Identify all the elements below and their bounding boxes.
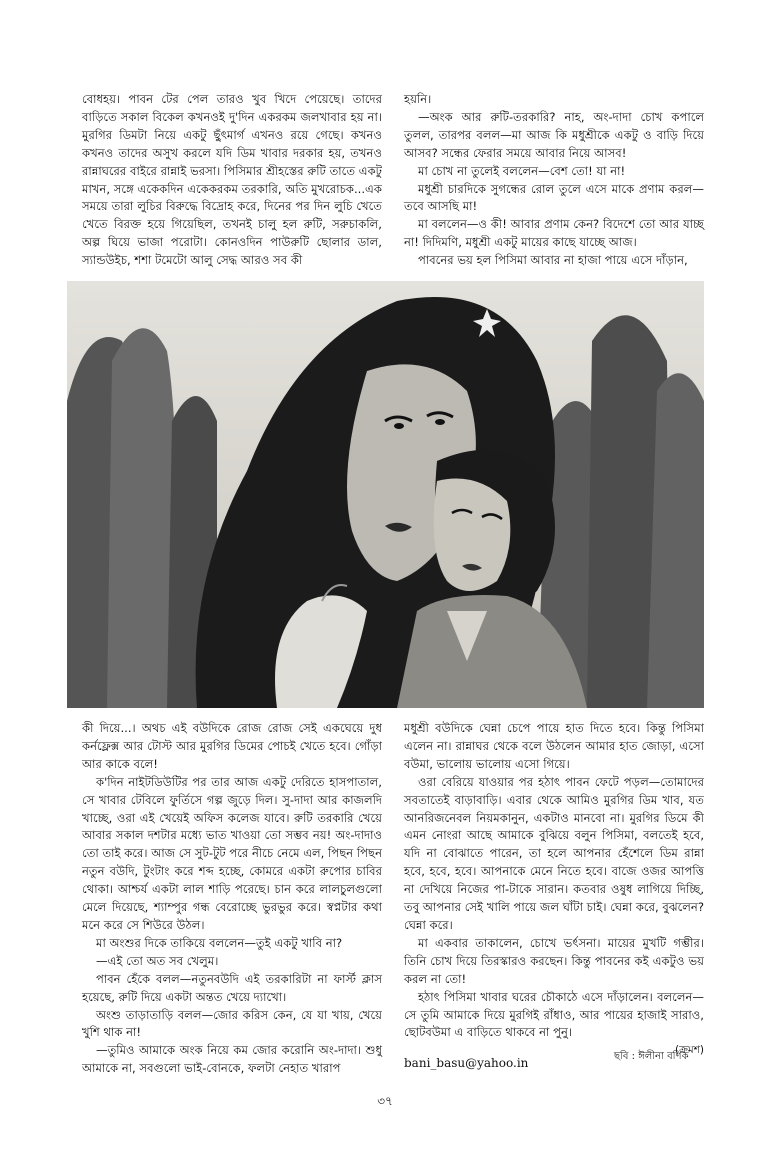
- continued-note: (ক্রমশ): [674, 1044, 704, 1057]
- paragraph: মা অংশুর দিকে তাকিয়ে বললেন—তুই একটু খাবি না?: [96, 935, 343, 950]
- paragraph: —অংক আর রুটি-তরকারি? নাহ, অং-দাদা চোখ কপালে তুলল, তারপর বলল—মা আজ কি মধুশ্রীকে একটু ও বাড়ি দিয়ে আসব? সন্ধের ফেরার সময়ে আবার নিয়ে আসব!: [404, 109, 704, 160]
- paragraph: ওরা বেরিয়ে যাওয়ার পর হঠাৎ পাবন ফেটে পড়ল—তোমাদের সবতাতেই বাড়াবাড়ি। এবার থেকে আমিও মুরগির ডিম খাব, যত আনরিজনেবল নিয়মকানুন, একটাও মানবো না। মুরগির ডিমে কী এমন নোংরা আছে আমাকে বুঝিয়ে বলুন পিসিমা, বলতেই হবে, যদি না বোঝাতে পারেন, তা হলে আপনার হেঁশেলে ডিম রান্না হবে, হবে, হবে। আপনাকে মেনে নিতে হবে। বাজে ওজর আপত্তি না দেখিয়ে নিজের পা-টাকে সারান। কতবার ওষুধ লাগিয়ে দিচ্ছি, তবু আপনার সেই খালি পায়ে জল ঘাঁটা চাই। ঘেন্না করে, বুঝলেন? ঘেন্না করে।: [404, 774, 704, 932]
- paragraph: মা বললেন—ও কী! আবার প্রণাম কেন? বিদেশে তো আর যাচ্ছ না! দিদিমণি, মধুশ্রী একটু মায়ের কাছে যাচ্ছে আজ।: [404, 217, 704, 250]
- paragraph: —এই তো অত সব খেলুম।: [96, 953, 219, 968]
- paragraph: মধুশ্রী বউদিকে ঘেন্না চেপে পায়ে হাত দিতে হবে। কিন্তু পিসিমা এলেন না। রান্নাঘর থেকে বলে উঠলেন আমার হাত জোড়া, এসো বউমা, ভালোয় ভালোয় এসো গিয়ে।: [404, 721, 704, 771]
- paragraph: বোধহয়। পাবন টের পেল তারও খুব খিদে পেয়েছে। তাদের বাড়িতে সকাল বিকেল কখনওই দু'দিন একরকম জলখাবার হয় না। মুরগির ডিমটা নিয়ে একটু ছুঁৎমার্গ এখনও রয়ে গেছে। কখনও কখনও তাদের অসুখ করলে যদি ডিম খাবার দরকার হয়, তখনও রান্নাঘরের বাইরে রান্নাই ভরসা। পিসিমার শ্রীহস্তের রুটি তাতে একটু মাখন, সঙ্গে একেকদিন একেকরকম তরকারি, অতি মুখরোচক...এক সময়ে তারা লুচির বিরুদ্ধে বিদ্রোহ করে, দিনের পর দিন লুচি খেতে খেতে বিরক্ত হয়ে গিয়েছিল, তখনই চালু হল রুটি, সরুচাকলি, অল্প ঘিয়ে ভাজা পরোটা। কোনওদিন পাউরুটি ছোলার ডাল, স্যান্ডউইচ, শশা টমেটো আলু সেদ্ধ আরও সব কী: [82, 92, 382, 268]
- paragraph: ক'দিন নাইটডিউটির পর তার আজ একটু দেরিতে হাসপাতাল, সে খাবার টেবিলে ফুর্তিসে গল্প জুড়ে দিল। সু-দাদা আর কাজলদি খাচ্ছে, ওরা এই খেয়েই অফিস কলেজ যাবে। রুটি তরকারি খেয়ে আবার সকাল দশটার মধ্যে ভাত খাওয়া তো সম্ভব নয়! অং-দাদাও তো তাই করে। আজ সে সুট-টুট পরে নীচে নেমে এল, পিছন পিছন নতুন বউদি, টুংটাং করে শব্দ হচ্ছে, কোমরে একটা রুপোর চাবির থোকা। আশ্চর্য একটা লাল শাড়ি পরেছে। চান করে লালচুলগুলো মেলে দিয়েছে, শ্যাম্পুর গন্ধ বেরোচ্ছে ভুরভুর করে। স্বপ্নটার কথা মনে করে সে শিউরে উঠল।: [82, 774, 382, 932]
- paragraph: মা চোখ না তুলেই বললেন—বেশ তো! যা না!: [418, 163, 626, 178]
- paragraph: পাবনের ভয় হল পিসিমা আবার না হাজা পায়ে এসে দাঁড়ান,: [418, 253, 688, 268]
- paragraph: অংশু তাড়াতাড়ি বলল—জোর করিস কেন, যে যা খায়, খেয়ে খুশি থাক না!: [82, 1007, 382, 1040]
- column-bottom-left: [82, 720, 382, 1076]
- author-email: bani_basu@yahoo.in: [404, 1056, 529, 1070]
- paragraph: হঠাৎ পিসিমা খাবার ঘরের চৌকাঠে এসে দাঁড়ালেন। বললেন—সে তুমি আমাকে দিয়ে মুরগিই রাঁধাও, আর পায়ের হাজাই সারাও, ছোটবউমা এ বাড়িতে থাকবে না পুনু।: [404, 989, 704, 1040]
- paragraph: কী দিয়ে...। অথচ এই বউদিকে রোজ রোজ সেই একঘেয়ে দুধ কর্নফ্লেক্স আর টোস্ট আর মুরগির ডিমের পোচই খেতে হবে। গোঁড়া আর কাকে বলে!: [82, 721, 382, 771]
- page-number: ৩৭: [377, 1094, 393, 1108]
- paragraph: হয়নি।: [404, 92, 432, 106]
- column-top-right: [404, 91, 704, 281]
- illustration-painting: [67, 281, 704, 708]
- paragraph: মধুশ্রী চারদিকে সুগন্ধের রোল তুলে এসে মাকে প্রণাম করল—তবে আসছি মা!: [404, 181, 704, 214]
- paragraph: মা একবার তাকালেন, চোখে ভর্ৎসনা। মায়ের মুখটি গম্ভীর। তিনি চোখ দিয়ে তিরস্কারও করছেন। কিন্তু পাবনের কই একটুও ভয় করল না তো!: [404, 935, 704, 986]
- madonna-child-painting: [67, 281, 704, 708]
- illustration-credit: ছবি : ঈলীনা বণিক: [614, 1051, 689, 1062]
- paragraph: পাবন হেঁকে বলল—নতুনবউদি এই তরকারিটা না ফার্স্ট ক্লাস হয়েছে, রুটি দিয়ে একটা অন্তত খেয়ে দ্যাখো।: [82, 971, 382, 1004]
- paragraph: —তুমিও আমাকে অংক নিয়ে কম জোর করোনি অং-দাদা। শুধু আমাকে না, সবগুলো ভাই-বোনকে, ফলটা নেহাত খারাপ: [82, 1043, 382, 1076]
- column-top-left: [82, 91, 382, 281]
